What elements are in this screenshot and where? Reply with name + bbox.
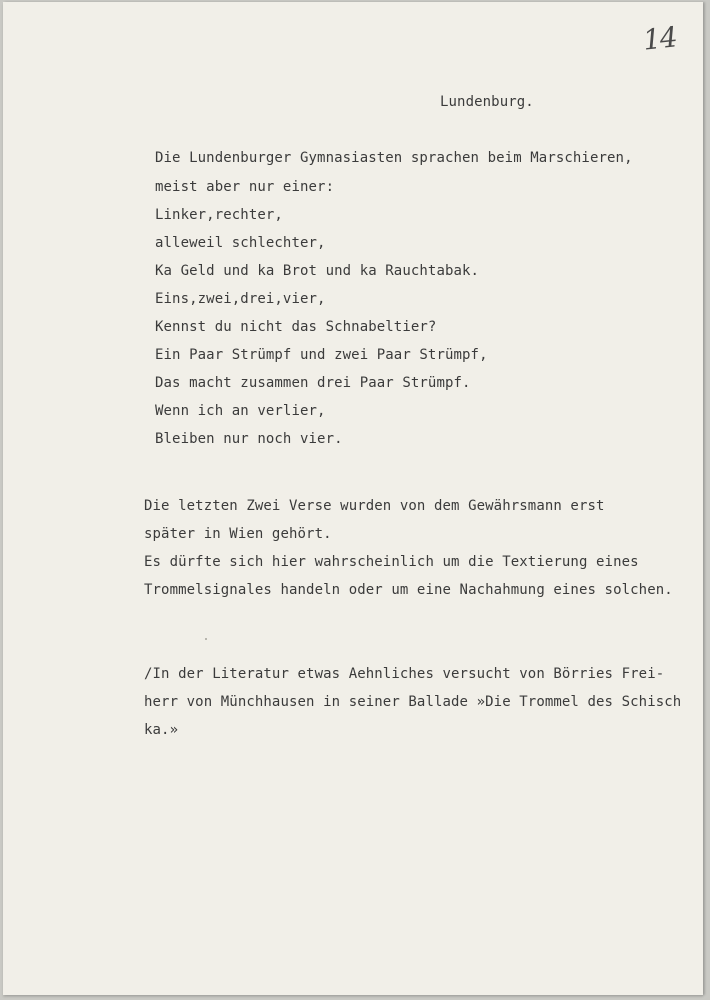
verse-line: Wenn ich an verlier, [155, 403, 326, 419]
note-line: Es dürfte sich hier wahrscheinlich um die Textierung eines [144, 554, 639, 570]
verse-line: alleweil schlechter, [155, 235, 326, 251]
page-number: 14 [641, 20, 679, 57]
verse-line: Das macht zusammen drei Paar Strümpf. [155, 375, 471, 391]
intro-line: Die Lundenburger Gymnasiasten sprachen beim Marschieren, [155, 150, 633, 166]
verse-line: Kennst du nicht das Schnabeltier? [155, 319, 437, 335]
verse-line: Ein Paar Strümpf und zwei Paar Strümpf, [155, 347, 488, 363]
literature-line: herr von Münchhausen in seiner Ballade »Die Trommel des Schisch [144, 694, 682, 710]
verse-line: Bleiben nur noch vier. [155, 431, 343, 447]
typed-page [3, 2, 703, 995]
paper-speck [205, 638, 207, 640]
note-line: später in Wien gehört. [144, 526, 332, 542]
note-line: Die letzten Zwei Verse wurden von dem Gewährsmann erst [144, 498, 605, 514]
note-line: Trommelsignales handeln oder um eine Nachahmung eines solchen. [144, 582, 673, 598]
verse-line: Eins,zwei,drei,vier, [155, 291, 326, 307]
page-title: Lundenburg. [440, 94, 534, 110]
literature-line: ka.» [144, 722, 179, 738]
intro-line: meist aber nur einer: [155, 179, 335, 195]
verse-line: Ka Geld und ka Brot und ka Rauchtabak. [155, 263, 480, 279]
verse-line: Linker,rechter, [155, 207, 283, 223]
literature-line: /In der Literatur etwas Aehnliches versucht von Börries Frei- [144, 666, 665, 682]
